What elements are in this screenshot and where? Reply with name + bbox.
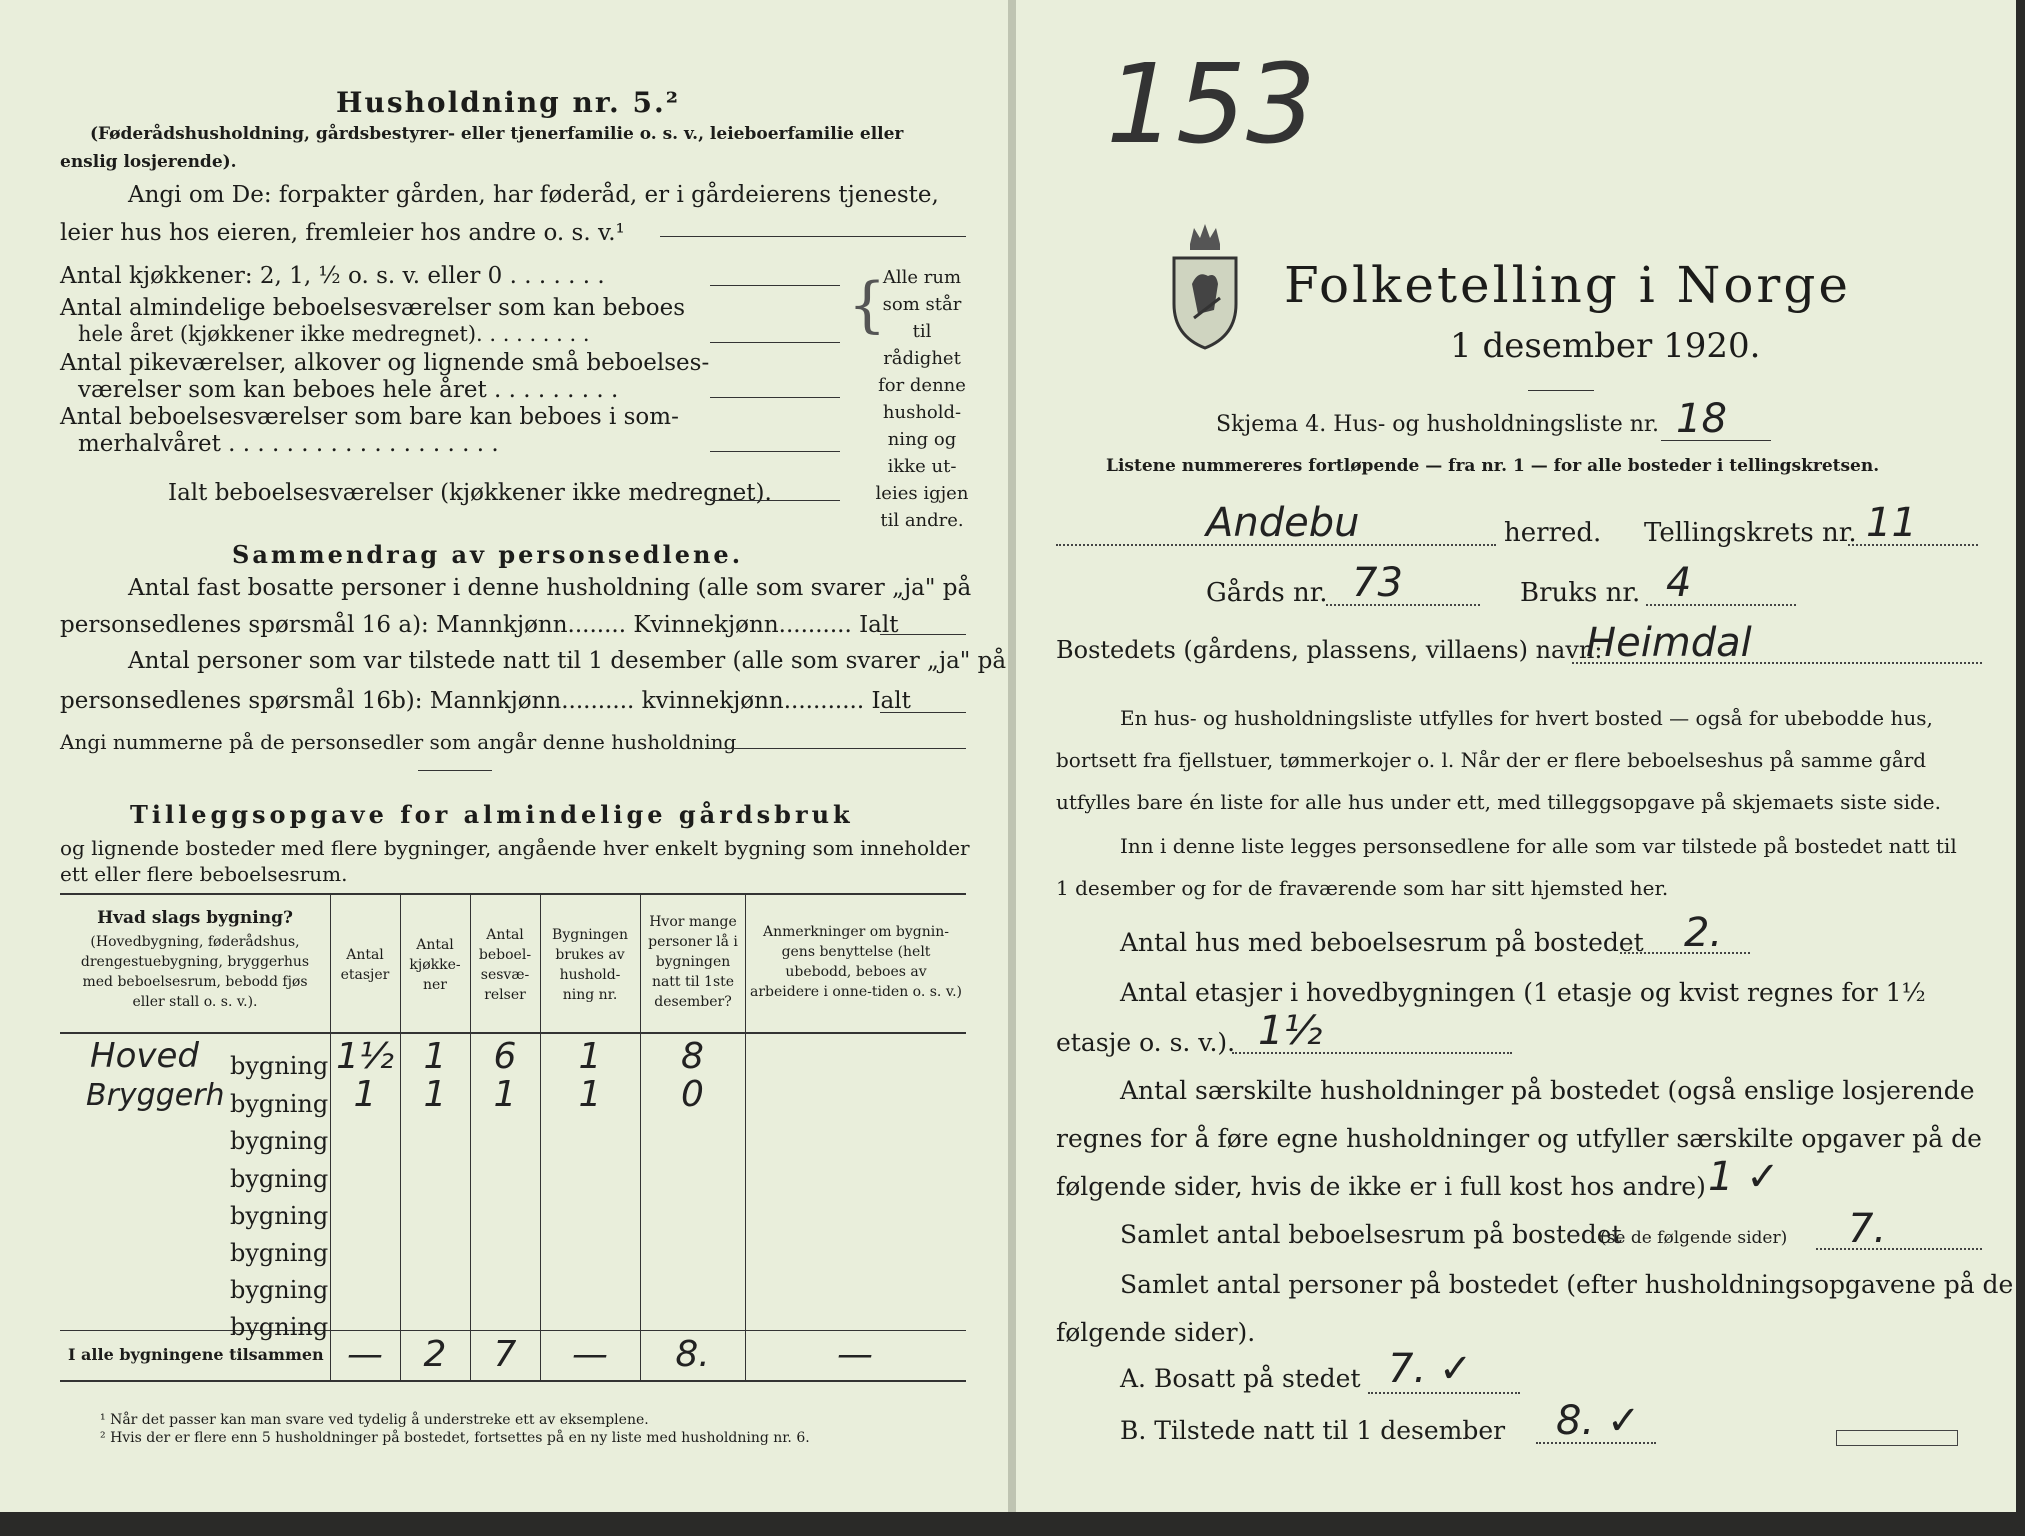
answer-line	[1536, 1442, 1656, 1444]
herred-value: Andebu	[1206, 500, 1360, 546]
row-hushold: 1	[578, 1074, 602, 1115]
herred-label: herred.	[1504, 518, 1602, 548]
sammendrag-title: Sammendrag av personsedlene.	[232, 540, 744, 569]
table-top-border	[60, 893, 966, 895]
column-divider	[640, 893, 641, 1380]
header-vaerelser: Antal beboel-sesvæ-relser	[478, 927, 532, 1003]
instruction-4: Inn i denne liste legges personsedlene for alle som var tilstede på bostedet natt til	[1120, 834, 1957, 858]
bruks-value: 4	[1666, 560, 1692, 606]
handwritten-page-number: 153	[1106, 40, 1316, 168]
brace-icon: {	[848, 270, 887, 340]
side-note-line: Alle rum	[882, 267, 962, 288]
bosatt-value: 7. ✓	[1388, 1346, 1473, 1392]
header-hushold: Bygningen brukes av hushold-ning nr.	[552, 927, 628, 1003]
row-etasjer: 1	[353, 1074, 377, 1115]
sommer-line-2: merhalvåret . . . . . . . . . . . . . . . . . . .	[78, 431, 499, 457]
row-etasjer: 1½	[336, 1036, 394, 1077]
samlet-rum-label: Samlet antal beboelsesrum på bostedet	[1120, 1220, 1622, 1249]
divider	[1528, 390, 1594, 391]
gards-value: 73	[1352, 560, 1403, 606]
tilstede-value: 8. ✓	[1556, 1398, 1641, 1444]
row-vaerelser: 6	[493, 1036, 517, 1077]
etasjer-line-1: Antal etasjer i hovedbygningen (1 etasje og kvist regnes for 1½	[1120, 978, 1926, 1007]
answer-line	[1326, 604, 1480, 606]
instruction-3: utfylles bare én liste for alle hus under ett, med tilleggsopgave på skjemaets siste side.	[1056, 790, 1941, 814]
right-page	[1016, 0, 2016, 1512]
ialt-vaerelser-line: Ialt beboelsesværelser (kjøkkener ikke medregnet).	[168, 480, 772, 506]
total-personer: 8.	[675, 1334, 710, 1375]
header-bygning-desc: (Hovedbygning, føderådshus, drengestuebygning, bryggerhus med beboelsesrum, bebodd fjøs eller stall o. s. v.).	[80, 934, 310, 1010]
row-bygning-label: bygning	[230, 1090, 329, 1118]
vaerelser-line-1: Antal almindelige beboelsesværelser som kan beboes	[60, 295, 686, 321]
answer-line	[1661, 440, 1771, 441]
instruction-2: bortsett fra fjellstuer, tømmerkojer o. l. Når der er flere beboelseshus på samme gård	[1056, 748, 1927, 772]
hus-value: 2.	[1684, 910, 1723, 956]
book-spine	[1008, 0, 1016, 1512]
sammendrag-line-1: Antal fast bosatte personer i denne husholdning (alle som svarer „ja" på	[128, 575, 972, 601]
table-total-border	[60, 1330, 966, 1331]
header-kjokkener: Antal kjøkke-ner	[409, 937, 461, 993]
answer-line	[1646, 604, 1796, 606]
kjokkener-line: Antal kjøkkener: 2, 1, ½ o. s. v. eller 0 . . . . . . .	[60, 263, 605, 289]
angi-answer-line	[660, 236, 966, 237]
samlet-personer-line-1: Samlet antal personer på bostedet (efter husholdningsopgavene på de	[1120, 1270, 2014, 1299]
table-header-border	[60, 1032, 966, 1034]
header-etasjer: Antal etasjer	[340, 947, 390, 983]
row-name: Hoved	[90, 1036, 199, 1076]
skjema-number: 18	[1676, 396, 1727, 442]
skjema-label: Skjema 4. Hus- og husholdningsliste nr.	[1216, 412, 1659, 437]
tillegg-sub-1: og lignende bosteder med flere bygninger, angående hver enkelt bygning som inneholder	[60, 836, 970, 860]
footnote-2: ² Hvis der er flere enn 5 husholdninger på bostedet, fortsettes på en ny liste med husholdning nr. 6.	[100, 1430, 810, 1446]
row-bygning-label: bygning	[230, 1052, 329, 1080]
form-date: 1 desember 1920.	[1450, 326, 1761, 366]
gards-label: Gårds nr.	[1206, 578, 1328, 608]
household-subtitle-1: (Føderådshusholdning, gårdsbestyrer- eller tjenerfamilie o. s. v., leieboerfamilie eller	[90, 124, 904, 144]
total-etasjer: —	[347, 1334, 383, 1375]
answer-line	[1816, 1248, 1982, 1250]
answer-line	[1232, 1052, 1512, 1054]
side-note-line: for denne	[878, 375, 966, 396]
answer-line	[1368, 1392, 1520, 1394]
left-page	[0, 0, 1008, 1512]
tillegg-sub-2: ett eller flere beboelsesrum.	[60, 862, 348, 886]
form-title: Folketelling i Norge	[1284, 256, 1851, 314]
listene-note: Listene nummereres fortløpende — fra nr. 1 — for alle bosteder i tellingskretsen.	[1106, 456, 1880, 476]
answer-line	[1620, 952, 1750, 954]
household-title: Husholdning nr. 5.²	[336, 86, 681, 119]
table-bottom-border	[60, 1380, 966, 1382]
row-bygning-label: bygning	[230, 1239, 329, 1267]
row-personer: 0	[681, 1074, 704, 1115]
instruction-5: 1 desember og for de fraværende som har sitt hjemsted her.	[1056, 876, 1669, 900]
angi-line-2: leier hus hos eieren, fremleier hos andre o. s. v.¹	[60, 220, 625, 246]
answer-line	[1572, 662, 1982, 664]
row-name: Bryggerh	[86, 1078, 225, 1113]
instruction-1: En hus- og husholdningsliste utfylles for hvert bosted — også for ubebodde hus,	[1120, 706, 1933, 730]
row-personer: 8	[681, 1036, 704, 1077]
column-divider	[470, 893, 471, 1380]
row-bygning-label: bygning	[230, 1313, 329, 1341]
saerskilte-line-3: følgende sider, hvis de ikke er i full kost hos andre)	[1056, 1172, 1706, 1201]
norway-coat-of-arms-icon	[1168, 214, 1242, 354]
samlet-rum-small: (se de følgende sider)	[1600, 1228, 1788, 1248]
etasjer-value: 1½	[1258, 1008, 1323, 1054]
row-bygning-label: bygning	[230, 1165, 329, 1193]
angi-line-1: Angi om De: forpakter gården, har føderåd, er i gårdeierens tjeneste,	[128, 182, 939, 208]
side-note-line: rådighet	[883, 348, 961, 369]
header-anmerkninger: Anmerkninger om bygnin-gens benyttelse (helt ubebodd, beboes av arbeidere i onne-tiden o. s. v.)	[750, 924, 962, 1000]
column-divider	[540, 893, 541, 1380]
answer-line	[710, 397, 840, 398]
total-vaerelser: 7	[493, 1334, 517, 1375]
answer-line	[880, 634, 966, 635]
samlet-personer-line-2: følgende sider).	[1056, 1318, 1256, 1347]
bosatt-label: A. Bosatt på stedet	[1120, 1364, 1361, 1393]
saerskilte-line-1: Antal særskilte husholdninger på bostedet (også enslige losjerende	[1120, 1076, 1975, 1105]
row-bygning-label: bygning	[230, 1276, 329, 1304]
sammendrag-line-4: personsedlenes spørsmål 16b): Mannkjønn.......... kvinnekjønn........... Ialt	[60, 688, 911, 714]
saerskilte-line-2: regnes for å føre egne husholdninger og utfyller særskilte opgaver på de	[1056, 1124, 1982, 1153]
sammendrag-line-5: Angi nummerne på de personsedler som angår denne husholdning	[60, 730, 737, 754]
column-divider	[745, 893, 746, 1380]
row-hushold: 1	[578, 1036, 602, 1077]
divider	[418, 770, 492, 771]
tellingskrets-label: Tellingskrets nr.	[1644, 518, 1857, 548]
column-divider	[330, 893, 331, 1380]
sammendrag-line-2: personsedlenes spørsmål 16 a): Mannkjønn........ Kvinnekjønn.......... Ialt	[60, 612, 899, 638]
side-note-line: hushold-	[882, 402, 962, 423]
total-kjokkener: 2	[423, 1334, 447, 1375]
saerskilte-value: 1 ✓	[1708, 1154, 1780, 1200]
side-note-line: ikke ut-	[887, 456, 957, 477]
answer-line	[1056, 544, 1496, 546]
tilstede-label: B. Tilstede natt til 1 desember	[1120, 1416, 1506, 1445]
answer-line	[710, 500, 840, 501]
tillegg-title: Tilleggsopgave for almindelige gårdsbruk	[130, 800, 854, 829]
side-note-line: til andre.	[880, 510, 964, 531]
answer-line	[710, 342, 840, 343]
printer-stamp	[1836, 1430, 1958, 1446]
household-subtitle-2: enslig losjerende).	[60, 152, 237, 172]
row-kjokkener: 1	[423, 1036, 447, 1077]
tellingskrets-value: 11	[1866, 500, 1917, 546]
bosted-label: Bostedets (gårdens, plassens, villaens) navn:	[1056, 636, 1603, 664]
hus-label: Antal hus med beboelsesrum på bostedet	[1120, 928, 1644, 957]
answer-line	[710, 748, 966, 749]
total-hushold: —	[572, 1334, 608, 1375]
total-anm: —	[837, 1334, 873, 1375]
samlet-rum-value: 7.	[1848, 1206, 1887, 1252]
side-note-line: ning og	[887, 429, 957, 450]
pikevaerelser-line-1: Antal pikeværelser, alkover og lignende små beboelses-	[60, 350, 710, 376]
row-vaerelser: 1	[493, 1074, 517, 1115]
side-note	[872, 264, 972, 534]
bruks-label: Bruks nr.	[1520, 578, 1641, 608]
footnote-1: ¹ Når det passer kan man svare ved tydelig å understreke ett av eksemplene.	[100, 1412, 649, 1428]
answer-line	[1848, 544, 1978, 546]
answer-line	[710, 285, 840, 286]
side-note-line: som står til	[882, 294, 962, 342]
bosted-value: Heimdal	[1586, 620, 1752, 666]
row-bygning-label: bygning	[230, 1202, 329, 1230]
row-kjokkener: 1	[423, 1074, 447, 1115]
column-divider	[400, 893, 401, 1380]
answer-line	[880, 712, 966, 713]
row-bygning-label: bygning	[230, 1127, 329, 1155]
pikevaerelser-line-2: værelser som kan beboes hele året . . . . . . . . .	[78, 377, 619, 403]
answer-line	[710, 451, 840, 452]
sommer-line-1: Antal beboelsesværelser som bare kan beboes i som-	[60, 404, 679, 430]
side-note-line: leies igjen	[875, 483, 969, 504]
sammendrag-line-3: Antal personer som var tilstede natt til 1 desember (alle som svarer „ja" på	[128, 648, 1007, 674]
header-personer: Hvor mange personer lå i bygningen natt til 1ste desember?	[648, 914, 738, 1010]
total-label: I alle bygningene tilsammen	[68, 1345, 324, 1364]
vaerelser-line-2: hele året (kjøkkener ikke medregnet). . . . . . . . .	[78, 322, 590, 346]
header-bygning-title: Hvad slags bygning?	[97, 908, 293, 928]
etasjer-line-2: etasje o. s. v.).	[1056, 1028, 1236, 1057]
